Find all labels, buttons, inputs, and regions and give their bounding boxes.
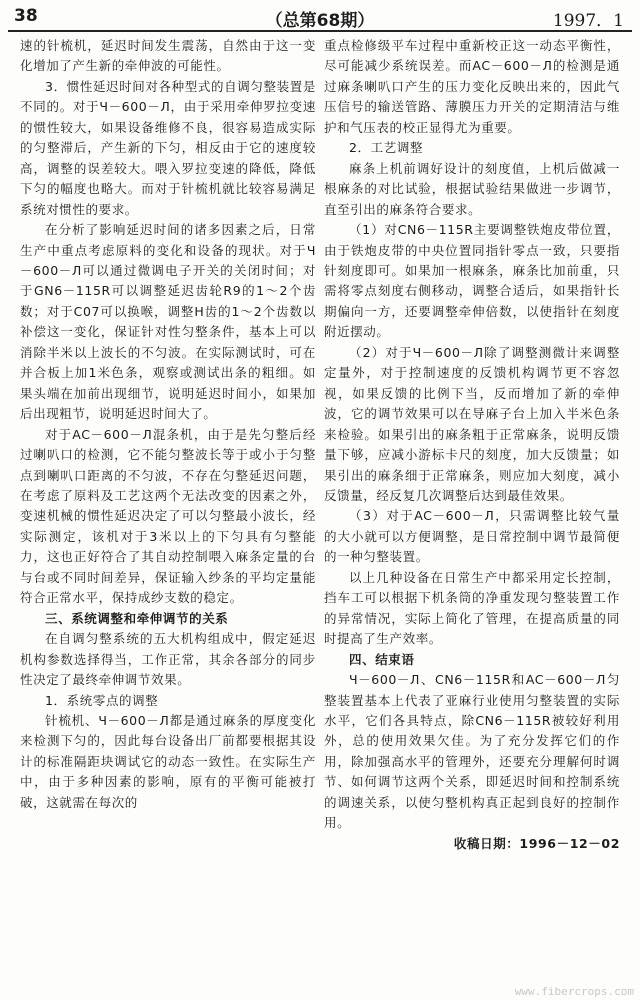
paragraph: 3．惯性延迟时间对各种型式的自调匀整装置是不同的。对于Ч－600－Л，由于采用牵伸罗拉变速的惯性较大，如果设备维修不良，很容易造成实际的匀整滞后，产生新的下匀，相反由于它的速度较高，调整的误差较大。喂入罗拉变速的降低，降低下匀的幅度也略大。而对于针梳机就比较容易满足系统对惯性的要求。 xyxy=(20,78,316,217)
subsection-heading: 2．工艺调整 xyxy=(349,140,424,156)
page-number: 38 xyxy=(14,6,38,26)
paragraph: 对于AC－600－Л混条机，由于是先匀整后经过喇叭口的检测，它不能匀整波长等于或小于匀整点到喇叭口距离的不匀波，不存在匀整延迟问题，在考虑了原料及工艺这两个无法改变的因素之外，变速机械的惯性延迟决定了可以匀整最小波长，经实际测定，该机对于3米以上的下匀具有匀整能力，这也正好符合了其自动控制喂入麻条定量的台与台或不同时间差异，保证输入纱条的平均定量能符合正常水平，保持成纱支数的稳定。 xyxy=(20,426,316,606)
issue-volume: （总第68期） xyxy=(265,11,375,31)
paragraph: 重点检修级平车过程中重新校正这一动态平衡性，尽可能减少系统误差。而AC－600－Л的检测是通过麻条喇叭口产生的压力变化反映出来的，因此气压信号的输送管路、薄膜压力开关的定期清洁与维护和气压表的校正显得尤为重要。 xyxy=(324,38,620,135)
subsection-heading: 1．系统零点的调整 xyxy=(45,692,159,708)
paragraph: 在自调匀整系统的五大机构组成中，假定延迟机构参数选择得当，工作正常，其余各部分的同步性决定了最终牵伸调节效果。 xyxy=(20,631,316,688)
paragraph: 针梳机、Ч－600－Л都是通过麻条的厚度变化来检测下匀的，因此每台设备出厂前都要根据其设计的标准隔距块调试它的动态一致性。在实际生产中，由于多种因素的影响，原有的平衡可能被打破，这就需在每次的 xyxy=(20,712,316,810)
section-heading: 四、结束语 xyxy=(349,651,415,667)
paragraph: （2）对于Ч－600－Л除了调整测微计来调整定量外，对于控制速度的反馈机构调节更不容忽视，如果反馈的比例下当，反而增加了新的牵伸波，它的调节效果可以在导麻子台上加入半米色条来检验。如果引出的麻条粗于正常麻条，说明反馈量下够，应减小游标卡尺的刻度，加大反馈量；如果引出的麻条细于正常麻条，则应加大刻度，减小反馈量，经反复几次调整后达到最佳效果。 xyxy=(324,344,620,503)
paragraph: 麻条上机前调好设计的刻度值，上机后做减一根麻条的对比试验，根据试验结果做进一步调节，直至引出的麻条符合要求。 xyxy=(324,160,620,217)
watermark: www.fibercrops.com xyxy=(514,985,634,998)
paragraph: 在分析了影响延迟时间的诸多因素之后，日常生产中重点考虑原料的变化和设备的现状。对于Ч－600－Л可以通过微调电子开关的关闭时间；对于GN6－115R可以调整延迟齿轮R9的1～2个齿数；对于C07可以换喉，调整H齿的1～2个齿数以补偿这一变化，保证针对性匀整条件，基本上可以消除半米以上波长的不匀波。在实际测试时，可在并合板上加1米色条，观察或测试出条的粗细。如果头端在加前出现细节，说明延迟时间小，如果加后出现粗节，说明延迟时间大了。 xyxy=(20,222,316,422)
paragraph: （3）对于AC－600－Л，只需调整比较气量的大小就可以方便调整，是日常控制中调节最简便的一种匀整装置。 xyxy=(324,508,620,565)
paragraph: Ч－600－Л、CN6－115R和AC－600－Л匀整装置基本上代表了亚麻行业使用匀整装置的实际水平，它们各具特点，除CN6－115R被较好利用外，总的使用效果欠佳。为了充分发挥它们的作用，除加强高水平的管理外，还要充分理解何时调节、如何调节这两个关系，即延迟时间和控制系统的调速关系，以使匀整机构真正起到良好的控制作用。 xyxy=(324,672,620,831)
header-rule xyxy=(8,30,632,32)
left-column xyxy=(20,36,316,813)
received-date: 收稿日期：1996－12－02 xyxy=(453,835,620,851)
paragraph: （1）对CN6－115R主要调整铁炮皮带位置，由于铁炮皮带的中央位置同指针零点一致，只要指针刻度即可。如果加一根麻条，麻条比加前重，只需将零点刻度右侧移动，调整合适后，如果指针长期偏向一方，还要调整牵伸倍数，以使指针在刻度附近摆动。 xyxy=(324,222,620,340)
page-header xyxy=(0,0,640,34)
right-column xyxy=(324,36,620,854)
paragraph: 以上几种设备在日常生产中都采用定长控制，挡车工可以根据下机条筒的净重发现匀整装置工作的异常情况，实际上简化了管理，在提高质量的同时提高了生产效率。 xyxy=(324,569,620,647)
section-heading: 三、系统调整和牵伸调节的关系 xyxy=(45,610,229,626)
paragraph: 速的针梳机，延迟时间发生震荡，自然由于这一变化增加了产生新的牵伸波的可能性。 xyxy=(20,38,316,74)
issue-date: 1997．1 xyxy=(552,11,624,31)
